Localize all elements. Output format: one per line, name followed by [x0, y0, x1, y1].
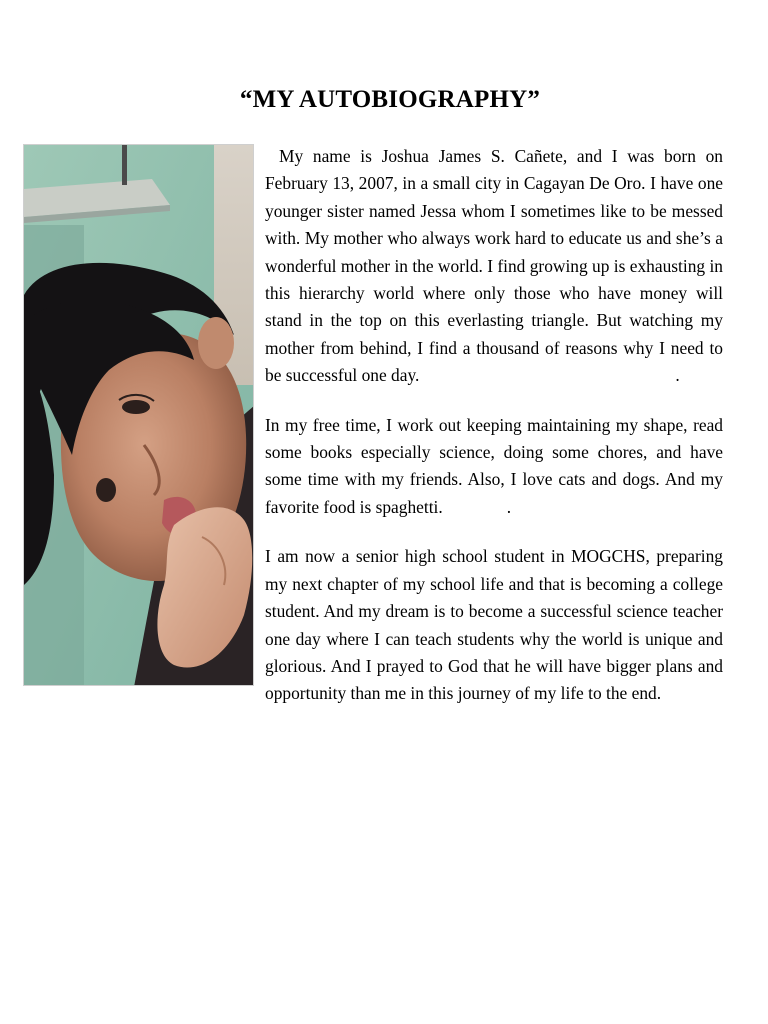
paragraph-1-text: My name is Joshua James S. Cañete, and I was born on February 13, 2007, in a small city in Cagayan De Oro. I have one younger sister named Jessa whom I sometimes like to be messed with. My mother who always work hard to educate us and she’s a wonderful mother in the world. I find growing up is exhausting in this hierarchy world where only those who have money will stand in the top on this everlasting triangle. But watching my mother from behind, I find a thousand of reasons why I need to be successful one day.	[265, 146, 723, 386]
photo-spacer	[45, 143, 265, 692]
paragraph-2-text: In my free time, I work out keeping maintaining my shape, read some books especially science, doing some chores, and have some time with my friends. Also, I love cats and dogs. And my favorite food is spaghetti.	[265, 414, 723, 517]
document-title: “MY AUTOBIOGRAPHY”	[239, 86, 541, 113]
document-body	[45, 143, 723, 708]
paragraph-1-tail: .	[675, 365, 680, 386]
paragraph-2-tail: .	[506, 496, 512, 517]
paragraph-3-text: I am now a senior high school student in MOGCHS, preparing my next chapter of my school life and that is becoming a college student. And my dream is to become a successful science teacher one day where I can teach students why the world is unique and glorious. And I prayed to God that he will have bigger plans and opportunity than me in this journey of my life to the end.	[265, 546, 723, 704]
